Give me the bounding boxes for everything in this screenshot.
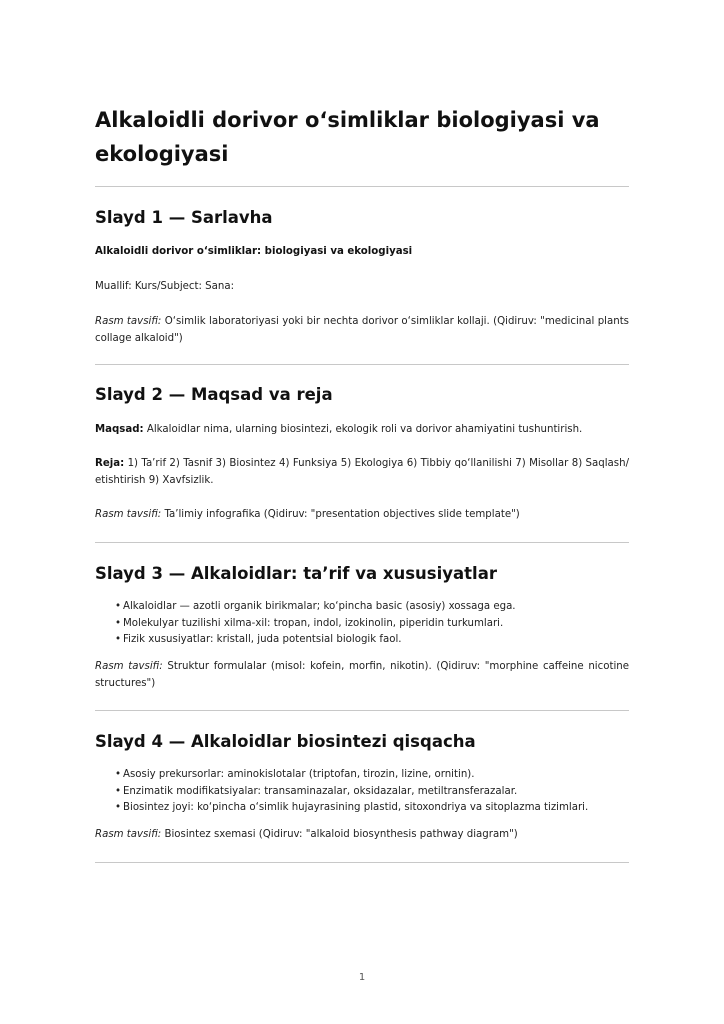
- slide-3-bullet-list: [95, 599, 629, 649]
- slide-4-bullet-list: [95, 767, 629, 817]
- list-item: • Fizik xususiyatlar: kristall, juda potentsial biologik faol.: [95, 632, 629, 649]
- divider: [95, 710, 629, 711]
- slide-2-heading: Slayd 2 — Maqsad va reja: [95, 385, 333, 404]
- image-description-label: Rasm tavsifi:: [95, 316, 162, 327]
- list-item: • Asosiy prekursorlar: aminokislotalar (triptofan, tirozin, lizine, ornitin).: [95, 767, 629, 784]
- image-description-label: Rasm tavsifi:: [95, 829, 162, 840]
- slide-4-image-description: [95, 827, 629, 844]
- slide-1-subtitle: Alkaloidli dorivor o‘simliklar: biologiyasi va ekologiyasi: [95, 246, 413, 257]
- slide-1-heading: Slayd 1 — Sarlavha: [95, 208, 273, 227]
- slide-1-meta: Muallif: Kurs/Subject: Sana:: [95, 281, 235, 292]
- plan-text: 1) Ta’rif 2) Tasnif 3) Biosintez 4) Funksiya 5) Ekologiya 6) Tibbiy qo‘llanilishi 7) Misollar 8) Saqlash/ etishtirish 9) Xavfsizlik.: [95, 458, 629, 486]
- goal-label: Maqsad:: [95, 424, 144, 435]
- divider: [95, 186, 629, 187]
- slide-3-image-description: [95, 659, 629, 692]
- goal-text: Alkaloidlar nima, ularning biosintezi, ekologik roli va dorivor ahamiyatini tushuntirish.: [143, 424, 583, 435]
- image-description-label: Rasm tavsifi:: [95, 509, 162, 520]
- divider: [95, 862, 629, 863]
- image-description-text: Biosintez sxemasi (Qidiruv: "alkaloid biosynthesis pathway diagram"): [161, 829, 518, 840]
- slide-2-image-description: [95, 507, 629, 524]
- image-description-text: O‘simlik laboratoriyasi yoki bir nechta dorivor o‘simliklar kollaji. (Qidiruv: "medicinal plants collage alkaloid"): [95, 316, 629, 344]
- image-description-text: Ta’limiy infografika (Qidiruv: "presentation objectives slide template"): [161, 509, 520, 520]
- slide-2-plan: [95, 456, 629, 489]
- page-number: 1: [358, 972, 366, 983]
- list-item: • Biosintez joyi: ko‘pincha o‘simlik hujayrasining plastid, sitoxondriya va sitoplazma tizimlari.: [95, 800, 629, 817]
- slide-1-image-description: [95, 314, 629, 347]
- document-title: Alkaloidli dorivor o‘simliklar biologiyasi va ekologiyasi: [95, 108, 600, 166]
- list-item: • Alkaloidlar — azotli organik birikmalar; ko‘pincha basic (asosiy) xossaga ega.: [95, 599, 629, 616]
- slide-2-goal: [95, 422, 629, 439]
- divider: [95, 364, 629, 365]
- slide-3-heading: Slayd 3 — Alkaloidlar: ta’rif va xususiyatlar: [95, 564, 497, 583]
- plan-label: Reja:: [95, 458, 125, 469]
- image-description-text: Struktur formulalar (misol: kofein, morfin, nikotin). (Qidiruv: "morphine caffeine nicotine structures"): [95, 661, 629, 689]
- slide-4-heading: Slayd 4 — Alkaloidlar biosintezi qisqacha: [95, 732, 476, 751]
- list-item: • Molekulyar tuzilishi xilma-xil: tropan, indol, izokinolin, piperidin turkumlari.: [95, 616, 629, 633]
- list-item: • Enzimatik modifikatsiyalar: transaminazalar, oksidazalar, metiltransferazalar.: [95, 784, 629, 801]
- image-description-label: Rasm tavsifi:: [95, 661, 163, 672]
- divider: [95, 542, 629, 543]
